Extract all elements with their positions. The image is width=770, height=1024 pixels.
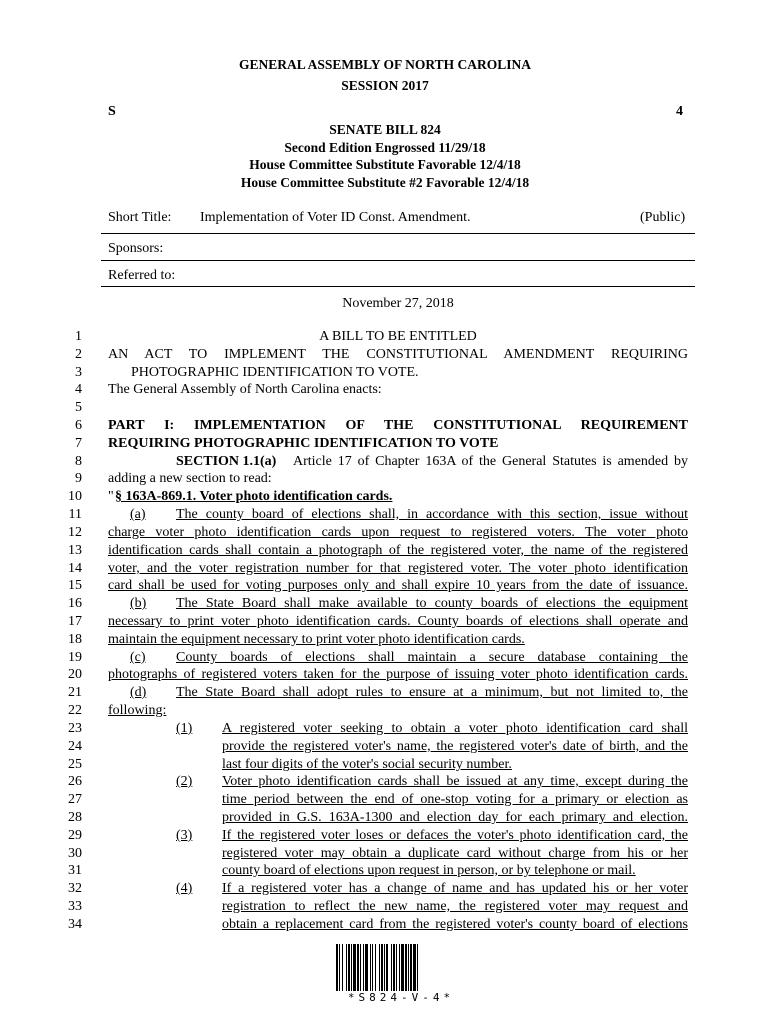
edition-number: 4	[676, 104, 683, 119]
part-heading-continued: REQUIRING PHOTOGRAPHIC IDENTIFICATION TO VOTE	[108, 436, 499, 451]
text-line: time period between the end of one-stop voting for a primary or election as	[222, 792, 688, 807]
session-title: SESSION 2017	[341, 78, 429, 93]
text-line: The county board of elections shall, in accordance with this section, issue without	[176, 507, 688, 522]
line-number: 17	[68, 614, 82, 629]
part-heading: PART I: IMPLEMENTATION OF THE CONSTITUTIONAL REQUIREMENT	[108, 418, 688, 433]
sponsors-label: Sponsors:	[108, 241, 164, 256]
line-number: 27	[68, 792, 82, 807]
text-line: registered voter may obtain a duplicate card without charge from his or her	[222, 846, 688, 861]
text-line: card shall be used for voting purposes only and shall expire 10 years from the date of issuance.	[108, 578, 688, 593]
line-number: 24	[68, 739, 82, 754]
public-label: (Public)	[640, 210, 686, 225]
line-number: 15	[68, 578, 82, 593]
list-marker: (2)	[176, 774, 193, 789]
bill-heading: A BILL TO BE ENTITLED	[319, 329, 477, 344]
line-number: 2	[75, 347, 82, 362]
line-number: 10	[68, 489, 82, 504]
text-line: The State Board shall adopt rules to ensure at a minimum, but not limited to, the	[176, 685, 688, 700]
line-number: 28	[68, 810, 82, 825]
line-number: 3	[75, 365, 82, 380]
line-number: 31	[68, 863, 82, 878]
line-number: 34	[68, 917, 82, 932]
text-line: If the registered voter loses or defaces the voter's photo identification card, the	[222, 828, 688, 843]
line-number: 1	[75, 329, 82, 344]
referred-label: Referred to:	[108, 268, 176, 283]
line-number: 11	[68, 507, 82, 522]
act-title-continued: PHOTOGRAPHIC IDENTIFICATION TO VOTE.	[131, 365, 419, 380]
list-marker: (3)	[176, 828, 193, 843]
bill-number: SENATE BILL 824	[329, 122, 441, 137]
committee-substitute-1: House Committee Substitute Favorable 12/4/18	[249, 157, 521, 172]
subsection-marker: (b)	[130, 596, 147, 611]
divider	[101, 260, 695, 261]
section-number: SECTION 1.1(a)	[176, 454, 277, 469]
barcode-text: *S824-V-4*	[347, 991, 455, 1004]
text-line: identification cards shall contain a photograph of the registered voter, the name of the registered	[108, 543, 688, 558]
line-number: 16	[68, 596, 82, 611]
text-line: following:	[108, 703, 167, 718]
line-number: 14	[68, 561, 82, 576]
act-title: AN ACT TO IMPLEMENT THE CONSTITUTIONAL AMENDMENT REQUIRING	[108, 347, 688, 362]
quote-mark: "	[108, 489, 114, 504]
subsection-marker: (c)	[130, 650, 146, 665]
text-line: charge voter photo identification cards upon request to registered voters. The voter photo	[108, 525, 688, 540]
divider	[101, 233, 695, 234]
line-number: 4	[75, 382, 82, 397]
text-line: provide the registered voter's name, the registered voter's date of birth, and the	[222, 739, 688, 754]
chamber-letter: S	[108, 104, 116, 119]
text-line: Article 17 of Chapter 163A of the General Statutes is amended by	[293, 454, 688, 469]
line-number: 7	[75, 436, 82, 451]
line-number: 13	[68, 543, 82, 558]
text-line: necessary to print voter photo identification cards. County boards of elections shall operate and	[108, 614, 688, 629]
assembly-title: GENERAL ASSEMBLY OF NORTH CAROLINA	[238, 57, 532, 72]
text-line: maintain the equipment necessary to print voter photo identification cards.	[108, 632, 525, 647]
edition-line: Second Edition Engrossed 11/29/18	[284, 140, 486, 155]
text-line: If a registered voter has a change of name and has updated his or her voter	[222, 881, 688, 896]
text-line: adding a new section to read:	[108, 471, 272, 486]
line-number: 6	[75, 418, 82, 433]
committee-substitute-2: House Committee Substitute #2 Favorable 12/4/18	[240, 175, 530, 190]
text-line: obtain a replacement card from the registered voter's county board of elections	[222, 917, 688, 932]
line-number: 30	[68, 846, 82, 861]
short-title: Implementation of Voter ID Const. Amendment.	[200, 210, 471, 225]
line-number: 5	[75, 400, 82, 415]
line-number: 25	[68, 757, 82, 772]
text-line: last four digits of the voter's social security number.	[222, 757, 512, 772]
text-line: provided in G.S. 163A-1300 and election day for each primary and election.	[222, 810, 688, 825]
subsection-marker: (d)	[130, 685, 147, 700]
text-line: registration to reflect the new name, the registered voter may request and	[222, 899, 688, 914]
line-number: 20	[68, 667, 82, 682]
filing-date: November 27, 2018	[342, 296, 454, 311]
text-line: county board of elections upon request in person, or by telephone or mail.	[222, 863, 636, 878]
divider	[101, 286, 695, 287]
list-marker: (4)	[176, 881, 193, 896]
line-number: 12	[68, 525, 82, 540]
barcode-icon	[336, 944, 466, 991]
enacting-clause: The General Assembly of North Carolina enacts:	[108, 382, 382, 397]
line-number: 26	[68, 774, 82, 789]
line-number: 32	[68, 881, 82, 896]
line-number: 9	[75, 471, 82, 486]
text-line: County boards of elections shall maintain a secure database containing the	[176, 650, 688, 665]
text-line: The State Board shall make available to county boards of elections the equipment	[176, 596, 688, 611]
line-number: 23	[68, 721, 82, 736]
short-title-label: Short Title:	[108, 210, 172, 225]
subsection-marker: (a)	[130, 507, 146, 522]
line-number: 8	[75, 454, 82, 469]
line-number: 19	[68, 650, 82, 665]
line-number: 18	[68, 632, 82, 647]
list-marker: (1)	[176, 721, 193, 736]
line-number: 22	[68, 703, 82, 718]
text-line: photographs of registered voters taken for the purpose of issuing voter photo identification cards.	[108, 667, 688, 682]
line-number: 29	[68, 828, 82, 843]
line-number: 33	[68, 899, 82, 914]
section-heading: § 163A-869.1. Voter photo identification cards.	[115, 489, 393, 504]
text-line: Voter photo identification cards shall be issued at any time, except during the	[222, 774, 688, 789]
line-number: 21	[68, 685, 82, 700]
text-line: A registered voter seeking to obtain a voter photo identification card shall	[222, 721, 688, 736]
text-line: voter, and the voter registration number for that registered voter. The voter photo identification	[108, 561, 688, 576]
